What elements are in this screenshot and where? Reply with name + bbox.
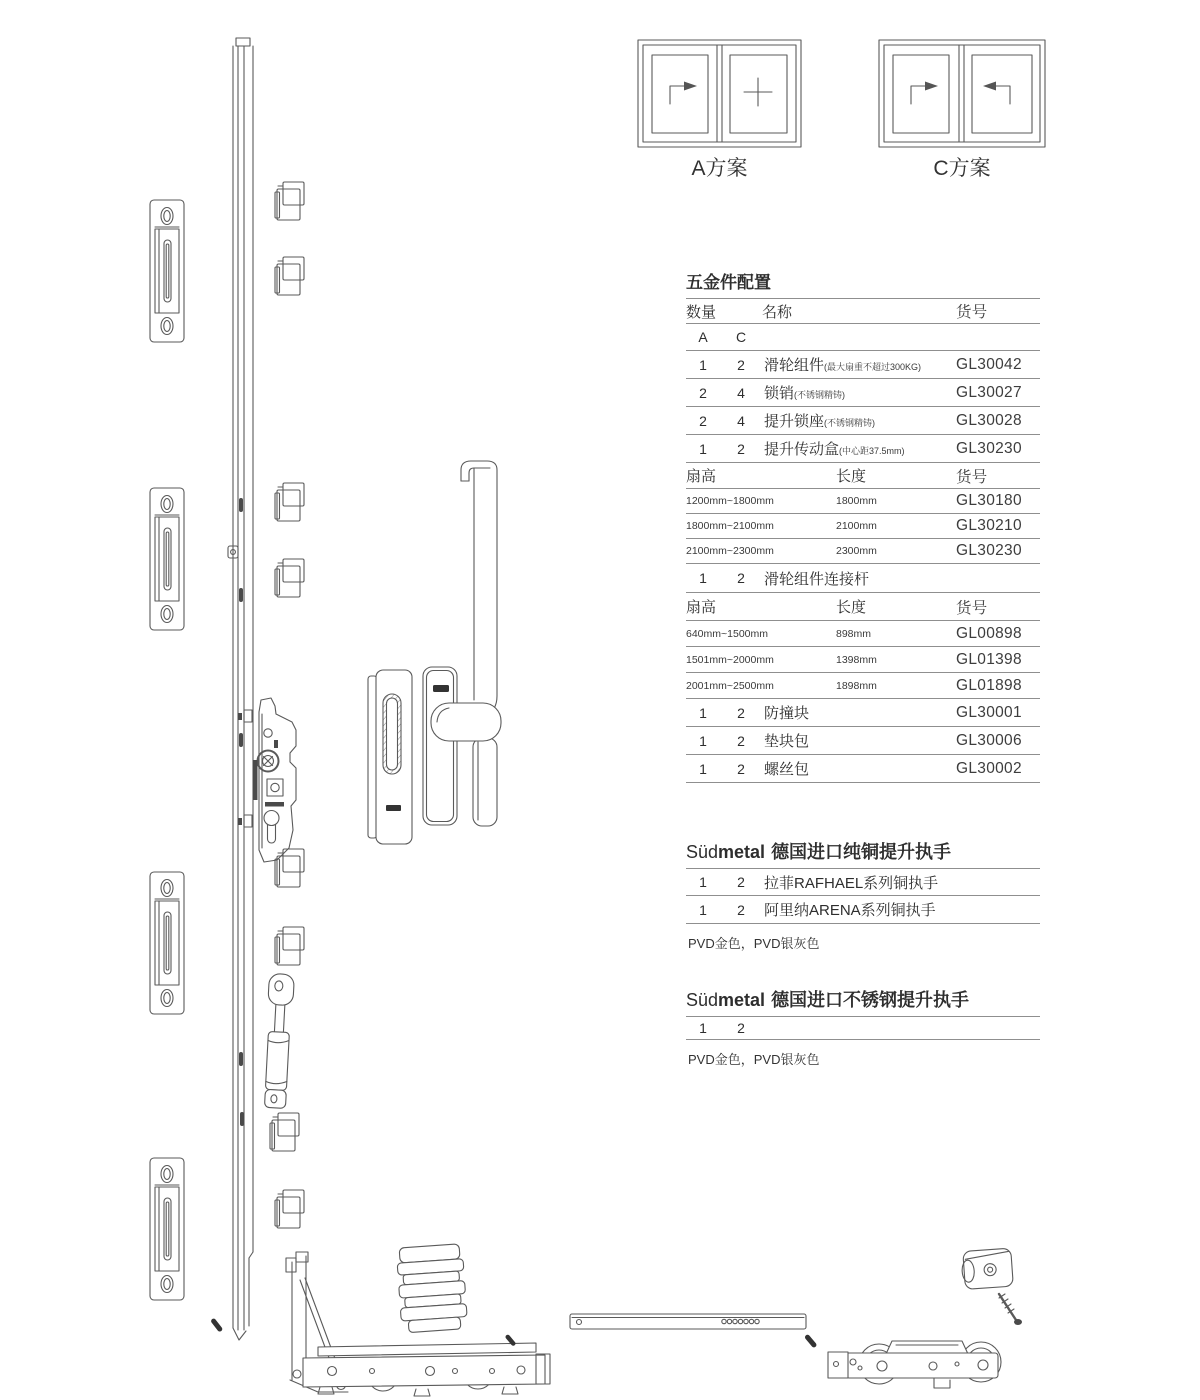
table-row	[686, 1017, 1040, 1040]
qty-c: 2	[737, 732, 745, 749]
clip-block	[275, 182, 304, 220]
size-header-row	[686, 463, 1040, 489]
lock-case	[253, 698, 296, 862]
qty-a: 1	[699, 760, 707, 777]
hardware-config-table	[686, 270, 1040, 783]
table-row	[686, 755, 1040, 783]
table-row	[686, 869, 1040, 896]
qty-a: 1	[699, 901, 707, 918]
clip-block	[275, 483, 304, 521]
finish-note: PVD金色，PVD银灰色	[688, 1052, 820, 1067]
sash-height-range: 1501mm~2000mm	[686, 653, 774, 666]
item-note: (最大扇重不超过300KG)	[824, 362, 922, 372]
section-heading: Südmetal 德国进口纯铜提升执手	[686, 838, 1040, 869]
item-code: GL30230	[956, 542, 1022, 559]
col-header-code: 货号	[956, 304, 988, 321]
sash-height-range: 2100mm~2300mm	[686, 545, 774, 557]
steel-handle-section	[686, 986, 1040, 1068]
brand-logo-mark	[386, 805, 401, 811]
sash-height-range: 1800mm~2100mm	[686, 520, 774, 532]
roller-carriage	[828, 1341, 1001, 1388]
item-code: GL30001	[956, 703, 1022, 721]
clip-block	[275, 1190, 304, 1228]
table-row	[686, 727, 1040, 755]
strike-plate	[150, 200, 184, 342]
item-note: (不锈钢精铸)	[824, 418, 876, 428]
qty-a: 1	[699, 440, 707, 457]
brand-name: Süd	[686, 990, 719, 1010]
size-row	[686, 489, 1040, 514]
finish-note: PVD金色，PVD银灰色	[688, 936, 820, 951]
item-code: GL01398	[956, 650, 1022, 668]
length-value: 2300mm	[836, 545, 877, 557]
qty-c: 2	[737, 874, 745, 890]
section-title: 德国进口纯铜提升执手	[771, 842, 952, 862]
table-header-row	[686, 299, 1040, 324]
corner-drive-bellows	[396, 1244, 468, 1333]
qty-a: 2	[699, 412, 707, 429]
lift-handle	[423, 461, 501, 826]
item-code: GL30027	[956, 383, 1022, 401]
lock-rail	[228, 38, 253, 1340]
item-code: GL30042	[956, 355, 1022, 373]
qty-a: 1	[699, 570, 707, 586]
item-code: GL30006	[956, 731, 1022, 749]
item-name: 滑轮组件连接杆	[764, 570, 870, 588]
size-row	[686, 621, 1040, 647]
window-diagram-plan-c	[879, 40, 1045, 147]
table-row	[686, 407, 1040, 435]
table-row	[686, 351, 1040, 379]
plan-c-label: C方案	[933, 157, 991, 180]
qty-a: 1	[699, 1020, 707, 1036]
table-row	[686, 564, 1040, 593]
brand-logo-mark	[433, 685, 449, 692]
qty-a: 1	[699, 732, 707, 749]
pull-handle	[368, 670, 412, 844]
slide-direction-arrow	[911, 82, 938, 105]
window-diagram-plan-a	[638, 40, 801, 147]
strike-plate	[150, 488, 184, 630]
item-name: 防撞块	[764, 705, 810, 722]
qty-c: 2	[737, 570, 745, 586]
variant-c: C	[735, 329, 747, 345]
item-name: 提升锁座	[764, 413, 825, 430]
variant-a: A	[698, 329, 708, 345]
clip-block	[275, 927, 304, 965]
connecting-bar	[570, 1314, 806, 1329]
clip-block	[270, 1113, 299, 1151]
table-row	[686, 435, 1040, 463]
screw	[210, 1318, 223, 1333]
item-name: 螺丝包	[764, 761, 810, 778]
screw	[804, 1334, 817, 1349]
table-row	[686, 379, 1040, 407]
item-name: 提升传动盒	[764, 441, 840, 458]
size-row	[686, 673, 1040, 699]
item-note: (中心距37.5mm)	[839, 446, 905, 456]
qty-c: 4	[737, 384, 745, 401]
section-title: 德国进口不锈钢提升执手	[771, 990, 970, 1010]
item-code: GL30180	[956, 492, 1022, 509]
qty-a: 2	[699, 384, 707, 401]
item-code: GL30002	[956, 759, 1022, 777]
clip-block	[275, 257, 304, 295]
sash-height-range: 1200mm~1800mm	[686, 495, 774, 507]
size-row	[686, 514, 1040, 539]
size-header-row	[686, 593, 1040, 621]
slide-direction-arrow	[670, 82, 697, 105]
variant-row	[686, 324, 1040, 351]
item-code: GL30230	[956, 439, 1022, 457]
col-header-code: 货号	[956, 599, 988, 617]
slide-direction-arrow-left	[983, 82, 1010, 105]
col-header-sash-height: 扇高	[686, 468, 717, 485]
size-row	[686, 647, 1040, 673]
qty-c: 2	[737, 704, 745, 721]
qty-c: 2	[737, 901, 745, 918]
qty-c: 2	[737, 760, 745, 777]
col-header-length: 长度	[836, 468, 867, 485]
length-value: 1398mm	[836, 653, 877, 666]
qty-a: 1	[699, 356, 707, 373]
sash-height-range: 640mm~1500mm	[686, 627, 768, 640]
table-row	[686, 896, 1040, 924]
length-value: 1800mm	[836, 495, 877, 507]
buffer-block	[961, 1248, 1014, 1289]
fixed-pane-plus-icon	[744, 78, 772, 106]
col-header-name: 名称	[762, 303, 793, 321]
qty-c: 2	[737, 440, 745, 457]
item-note: (不锈钢精铸)	[794, 390, 846, 400]
length-value: 1898mm	[836, 679, 877, 692]
size-row	[686, 539, 1040, 564]
strike-plate	[150, 1158, 184, 1300]
qty-a: 1	[699, 874, 707, 890]
col-header-qty: 数量	[686, 303, 717, 321]
table-title: 五金件配置	[686, 270, 1040, 299]
screw	[999, 1294, 1022, 1325]
item-code: GL01898	[956, 676, 1022, 694]
item-name: 滑轮组件	[764, 357, 825, 374]
plan-a-label: A方案	[691, 157, 748, 180]
item-code: GL30210	[956, 517, 1022, 534]
item-name: 垫块包	[764, 733, 810, 750]
length-value: 898mm	[836, 627, 872, 640]
table-row	[686, 699, 1040, 727]
item-code: GL00898	[956, 624, 1022, 642]
brass-handle-section	[686, 838, 1040, 952]
item-name: 拉菲RAFHAEL系列铜执手	[764, 874, 939, 892]
item-code: GL30028	[956, 411, 1022, 429]
item-name: 锁销	[764, 385, 795, 402]
col-header-sash-height: 扇高	[686, 599, 717, 616]
section-heading: Südmetal 德国进口不锈钢提升执手	[686, 986, 1040, 1017]
strike-plate	[150, 872, 184, 1014]
qty-c: 4	[737, 412, 745, 429]
connecting-rod-piston	[262, 973, 294, 1108]
length-value: 2100mm	[836, 520, 877, 532]
clip-block	[275, 559, 304, 597]
sash-height-range: 2001mm~2500mm	[686, 679, 774, 692]
qty-a: 1	[699, 704, 707, 721]
col-header-length: 长度	[836, 599, 867, 616]
qty-c: 2	[737, 1020, 745, 1036]
brand-name: Süd	[686, 842, 719, 862]
qty-c: 2	[737, 356, 745, 373]
item-name: 阿里纳ARENA系列铜执手	[764, 902, 936, 919]
col-header-code: 货号	[956, 468, 988, 486]
